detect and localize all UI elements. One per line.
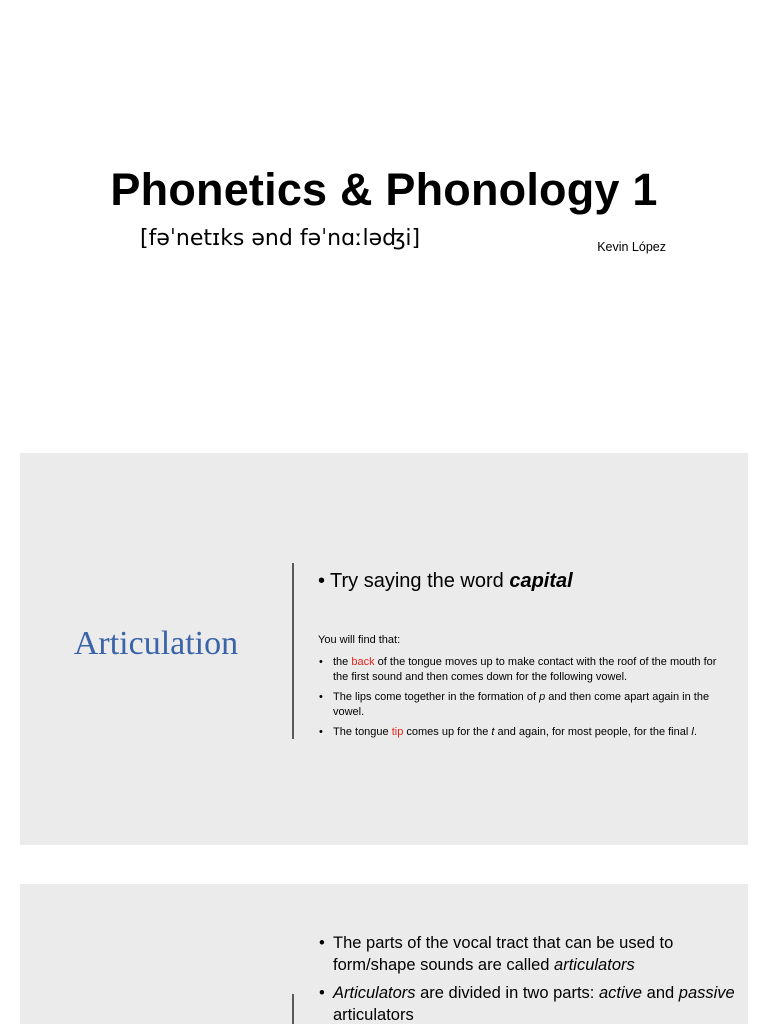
- item-text: of the tongue moves up to make contact with the roof of the mouth for the first sound and then comes down for the following vowel.: [333, 656, 717, 683]
- italic-term: Articulators: [333, 984, 416, 1002]
- author-name: Kevin López: [597, 240, 666, 254]
- italic-letter: p: [539, 691, 546, 703]
- item-text: and: [642, 984, 679, 1002]
- articulation-slide: [20, 453, 748, 845]
- articulators-list: [318, 932, 738, 1024]
- item-text: and again, for most people, for the final: [494, 726, 692, 738]
- list-item: [318, 690, 718, 720]
- main-bullet-keyword: capital: [509, 570, 573, 592]
- item-text: and then come apart again in the vowel.: [333, 691, 710, 718]
- slide-title: Phonetics & Phonology 1: [110, 164, 658, 215]
- italic-term: passive: [678, 984, 735, 1002]
- item-text: articulators: [333, 1006, 414, 1024]
- slide-heading: Articulation: [73, 625, 239, 662]
- vertical-divider: [292, 994, 294, 1024]
- highlight-word: tip: [391, 726, 404, 738]
- ipa-transcription: [fəˈnetɪks ənd fəˈnɑːləʤi]: [140, 226, 421, 251]
- vertical-divider: [292, 563, 294, 739]
- main-bullet-text: Try saying the word: [330, 570, 510, 592]
- observation-list: [318, 655, 718, 745]
- articulators-slide: [20, 884, 748, 1024]
- italic-letter: t: [491, 726, 495, 738]
- highlight-word: back: [351, 656, 375, 668]
- italic-letter: l: [691, 726, 694, 738]
- intro-text: You will find that:: [318, 634, 401, 646]
- title-slide: [0, 0, 768, 440]
- item-text: The parts of the vocal tract that can be used to form/shape sounds are called: [333, 934, 674, 974]
- list-item: [318, 932, 738, 976]
- list-item: [318, 982, 738, 1024]
- list-item: [318, 725, 718, 740]
- item-text: comes up for the: [403, 726, 492, 738]
- list-item: [318, 655, 718, 685]
- bullet-dot: •: [318, 570, 326, 592]
- italic-term: active: [598, 984, 643, 1002]
- item-text: The tongue: [333, 726, 392, 738]
- italic-term: articulators: [554, 956, 635, 974]
- item-text: .: [693, 726, 697, 738]
- item-text: the: [333, 656, 352, 668]
- item-text: The lips come together in the formation of: [333, 691, 540, 703]
- main-bullet: [318, 570, 573, 593]
- item-text: are divided in two parts:: [415, 984, 599, 1002]
